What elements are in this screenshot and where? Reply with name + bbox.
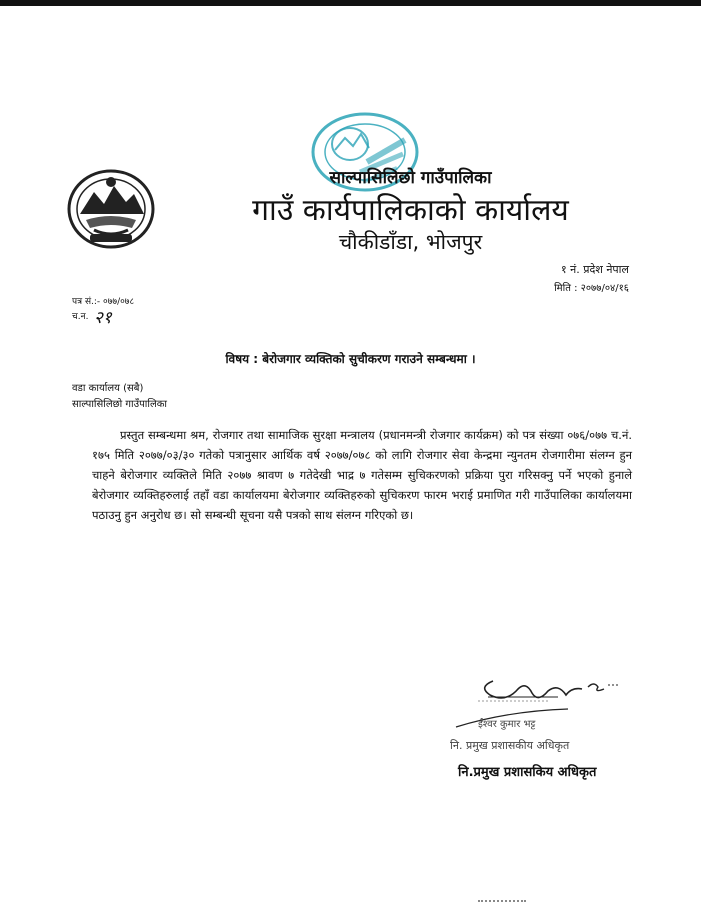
signatory-name: ईश्वर कुमार भट्ट [478,719,536,730]
dispatch-number: २१ [94,308,112,328]
letter-body: प्रस्तुत सम्बन्धमा श्रम, रोजगार तथा सामाजिक सुरक्षा मन्त्रालय (प्रधानमन्त्री रोजगार कार्यक्रम) को पत्र संख्या ०७६/०७७ च.नं. १७५ मिति २०७७/०३/३० गतेको पत्रानुसार आर्थिक वर्ष २०७७/०७८ को लागि रोजगार सेवा केन्द्रमा न्युनतम रोजगारीमा संलग्न हुन चाहने बेरोजगार व्यक्तिले मिति २०७७ श्रावण ७ गतेदेखी भाद्र ७ गतेसम्म सुचिकरणको प्रक्रिया पुरा गरिसक्नु पर्ने भएको हुनाले बेरोजगार व्यक्तिहरुलाई तहाँ वडा कार्यालयमा बेरोजगार व्यक्तिहरुको सुचिकरण फारम भराई प्रमाणित गरी गाउँपालिका कार्यालयमा पठाउनु हुन अनुरोध छ। सो सम्बन्धी सूचना यसै पत्रको साथ संलग्न गरिएको छ। [92,428,632,522]
addressee-line-1: वडा कार्यालय (सबै) [72,383,144,394]
letter-date: मिति : २०७७/०४/१६ [554,283,629,294]
scan-top-edge [0,0,701,6]
office-location: चौकीडाँडा, भोजपुर [338,230,483,254]
office-title: गाउँ कार्यपालिकाको कार्यालय [252,193,569,228]
dispatch-label: च.न. [72,312,89,322]
province-line: १ नं. प्रदेश नेपाल [560,263,629,276]
scan-artifact [478,900,526,905]
letter-subject: विषय : बेरोजगार व्यक्तिको सुचीकरण गराउने सम्बन्धमा । [225,352,476,366]
signatory-title-stamp: नि.प्रमुख प्रशासकिय अधिकृत [458,765,597,780]
handwritten-signature [448,675,623,735]
municipality-name: साल्पासिलिछो गाउँपालिका [329,168,492,188]
addressee-line-2: साल्पासिलिछो गाउँपालिका [72,399,168,410]
letter-number: पत्र सं.:- ०७७/०७८ [72,297,135,307]
signatory-title: नि. प्रमुख प्रशासकीय अधिकृत [450,739,570,752]
